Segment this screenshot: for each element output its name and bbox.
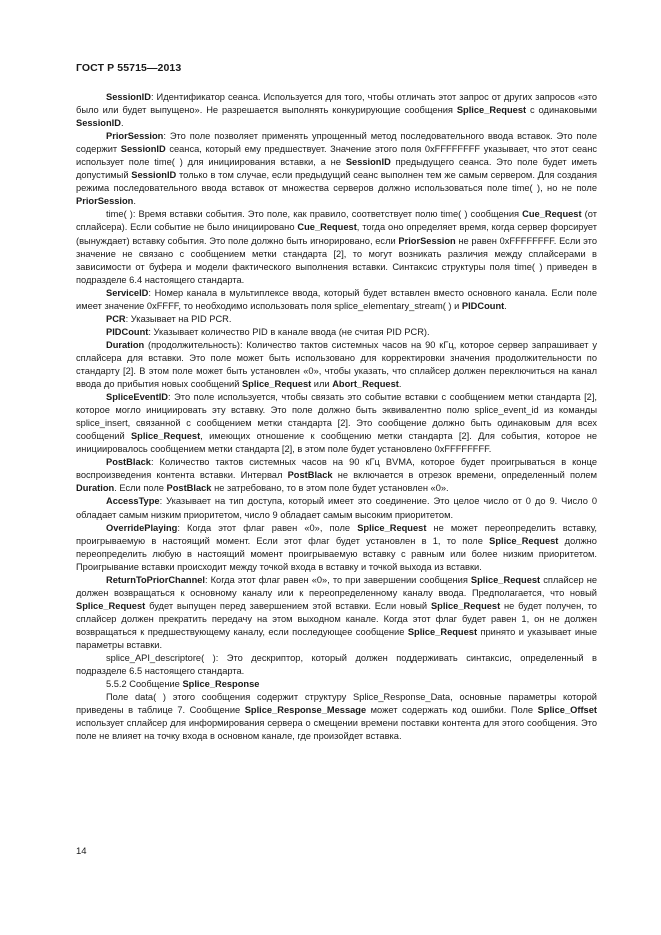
- paragraph-splice-event-id: [76, 391, 597, 456]
- bold-term: PriorSession: [398, 235, 456, 246]
- bold-term: ReturnToPriorChannel: [106, 574, 205, 585]
- paragraph-access-type: [76, 495, 597, 521]
- text-run: не равен 0xFFFFFFFF. Если это значение не связано с сообщением метки стандарта [2], то могут возникать различия между сплайсерами в зависимости от буфера и модели фактического выполнения вставки. Синтаксис структуры поля time( ) приведен в подразделе 6.4 настоящего стандарта.: [76, 235, 597, 285]
- bold-term: PIDCount: [461, 300, 505, 311]
- text-run: не может переопределить вставку, проигрываемую в настоящий момент. Если этот флаг будет установлен в 1, то поле: [76, 522, 597, 546]
- text-run: предыдущего сеанса. Это поле будет иметь допустимый: [76, 157, 597, 181]
- paragraph-session-id: [76, 91, 597, 130]
- text-run: (продолжительность): Количество тактов системных часов на 90 кГц, которое сервер запрашивает у сплайсера для вставки. Это поле может быть использовано для корректировки значения продолжительности по стандарту [2]. В этом поле может быть установлен «0», чтобы указать, что сплайсер должен переключиться на канал ввода до прибытия новых сообщений: [76, 339, 597, 390]
- text-run: не включается в отрезок времени, определенный полем: [332, 470, 597, 481]
- bold-term: Splice_Response_Message: [244, 705, 367, 716]
- bold-term: SessionID: [106, 92, 151, 102]
- text-run: : Номер канала в мультиплексе ввода, который будет вставлен вместо основного канала. Если поле имеет значение 0xFFFF, то необходимо использовать поля splice_elementary_stream( ) и: [76, 287, 597, 311]
- text-run: : Когда этот флаг равен «0», то при завершении сообщения: [205, 574, 471, 585]
- bold-term: PostBlack: [106, 457, 151, 468]
- bold-term: Duration: [106, 339, 145, 350]
- paragraph-override-playing: [76, 522, 597, 574]
- paragraph-service-id: [76, 287, 597, 313]
- paragraph-time: [76, 208, 597, 286]
- bold-term: SessionID: [345, 157, 391, 168]
- standard-header: ГОСТ Р 55715—2013: [76, 62, 182, 74]
- bold-term: PriorSession: [76, 196, 134, 207]
- bold-term: Splice_Request: [470, 574, 541, 585]
- paragraph-post-black: [76, 456, 597, 495]
- text-run: : Это поле используется, чтобы связать это событие вставки с сообщением метки стандарта [2], которое могло инициировать эту вставку. Это поле должно быть эквивалентно полю splice_event_id из команды splice_insert, связанной с сообщением метки стандарта [2]. Это сообщение должно быть одинаковым для всех сообщений: [76, 392, 597, 442]
- text-run: .: [133, 196, 136, 207]
- bold-term: Splice_Request: [241, 379, 312, 390]
- paragraph-duration: [76, 339, 597, 391]
- bold-term: SessionID: [76, 118, 121, 129]
- bold-term: Splice_Offset: [537, 705, 597, 716]
- text-run: .: [504, 300, 507, 311]
- bold-term: Splice_Request: [407, 626, 478, 637]
- text-run: будет выпущен перед завершением этой вставки. Если новый: [145, 600, 431, 611]
- bold-term: Splice_Response: [182, 679, 260, 690]
- paragraph-pid-count: [76, 326, 597, 339]
- text-run: , имеющих отношение к сообщению метки стандарта [2]. Для события, которое не инициировалось сообщением метки стандарта [2], в этом поле будет установлено 0xFFFFFFFF.: [76, 431, 597, 455]
- text-run: : Указывает на PID PCR.: [125, 313, 232, 324]
- bold-term: Duration: [76, 483, 115, 494]
- text-run: time( ): Время вставки события. Это поле, как правило, соответствует полю time( ) сообщения: [106, 209, 523, 220]
- page-number: 14: [76, 846, 87, 857]
- bold-term: Cue_Request: [297, 222, 357, 233]
- bold-term: Splice_Request: [430, 600, 501, 611]
- bold-term: AccessType: [106, 496, 160, 507]
- bold-term: Splice_Request: [489, 535, 559, 546]
- text-run: сплайсер не должен возвращаться к основному каналу или к переопределенному каналу ввода. Предполагается, что новый: [76, 574, 597, 598]
- text-run: или: [311, 379, 333, 390]
- text-run: Поле data( ) этого сообщения содержит структуру Splice_Response_Data, основные параметры которой приведены в таблице 7. Сообщение: [76, 692, 597, 716]
- text-run: : Идентификатор сеанса. Используется для того, чтобы отличать этот запрос от других запросов «это было или будет выпущено». Не разрешается выполнять конкурирующие сообщения: [76, 92, 597, 116]
- bold-term: Splice_Request: [76, 600, 146, 611]
- bold-term: Splice_Request: [130, 431, 201, 442]
- text-run: не будет получен, то сплайсер должен прекратить передачу на этом выходном канале. Когда этот флаг будет равен 1, он не должен возвращаться к предшествующему каналу, если последующее сообщение: [76, 600, 597, 637]
- text-run: должно переопределить любую в настоящий момент проигрываемую вставку с равным или более низким приоритетом. Проигрывание вставки происходит между точкой входа в вставку и точкой выхода из вставки.: [76, 535, 597, 572]
- text-run: с одинаковыми: [526, 105, 597, 116]
- bold-term: SessionID: [131, 170, 177, 181]
- bold-term: Splice_Request: [456, 105, 527, 116]
- text-run: сеанса, который ему предшествует. Значение этого поля 0xFFFFFFFF указывает, что этот сеанс использует поле time( ) для инициирования вставки, а не: [76, 144, 597, 168]
- bold-term: PostBlack: [287, 470, 333, 481]
- text-run: 5.5.2 Сообщение: [106, 679, 183, 690]
- bold-term: PostBlack: [166, 483, 212, 494]
- bold-term: Abort_Request: [332, 379, 399, 390]
- paragraph-prior-session: [76, 130, 597, 208]
- paragraph-return-to-prior-channel: [76, 574, 597, 652]
- bold-term: PIDCount: [106, 326, 149, 337]
- body-text: [76, 91, 597, 743]
- text-run: принято и указывает иные параметры вставки.: [76, 626, 597, 650]
- paragraph-splice-response: [76, 691, 597, 743]
- text-run: . Если поле: [114, 483, 167, 494]
- text-run: : Когда этот флаг равен «0», поле: [177, 522, 358, 533]
- bold-term: SpliceEventID: [106, 392, 169, 403]
- bold-term: SessionID: [120, 144, 166, 155]
- text-run: не затребовано, то в этом поле будет установлен «0».: [211, 483, 449, 494]
- paragraph-splice-api-descriptor: [76, 652, 597, 678]
- text-run: : Указывает количество PID в канале ввода (не считая PID PCR).: [148, 326, 430, 337]
- bold-term: PCR: [106, 313, 126, 324]
- text-run: : Указывает на тип доступа, который имеет это соединение. Это целое число от 0 до 9. Число 0 обладает самым низким приоритетом, число 9 обладает самым высоким приоритетом.: [76, 496, 597, 520]
- bold-term: PriorSession: [106, 131, 164, 142]
- text-run: (от сплайсера). Если событие не было инициировано: [76, 209, 597, 233]
- text-run: : Это поле позволяет применять упрощенный метод последовательного ввода вставок. Это поле содержит: [76, 131, 597, 155]
- bold-term: Splice_Request: [357, 522, 427, 533]
- text-run: , тогда оно определяет время, когда сервер форсирует (вынуждает) вставку события. Это поле должно быть игнорировано, если: [76, 222, 597, 246]
- section-heading-5-5-2: [76, 678, 597, 691]
- bold-term: Cue_Request: [522, 209, 582, 220]
- paragraph-pcr: [76, 313, 597, 326]
- text-run: использует сплайсер для информирования сервера о смещении времени поставки контента для этого сообщения. Это поле не влияет на точку входа в основном канале, где произойдет вставка.: [76, 718, 597, 742]
- text-run: может содержать код ошибки. Поле: [366, 705, 538, 716]
- text-run: : Количество тактов системных часов на 90 кГц BVMA, которое будет проигрываться в конце воспроизведения контента вставки. Интервал: [76, 457, 597, 481]
- text-run: splice_API_descriptore( ): Это дескриптор, который должен поддерживать синтаксис, определенный в подразделе 6.5 настоящего стандарта.: [76, 653, 597, 677]
- bold-term: ServiceID: [106, 287, 149, 298]
- text-run: .: [120, 118, 124, 129]
- text-run: .: [398, 379, 402, 390]
- text-run: только в том случае, если предыдущий сеанс выполнен тем же самым сервером. Для создания режима последовательного ввода вставок от множества серверов должно использоваться поле time( ), но не поле: [76, 170, 598, 194]
- bold-term: OverridePlaying: [106, 522, 178, 533]
